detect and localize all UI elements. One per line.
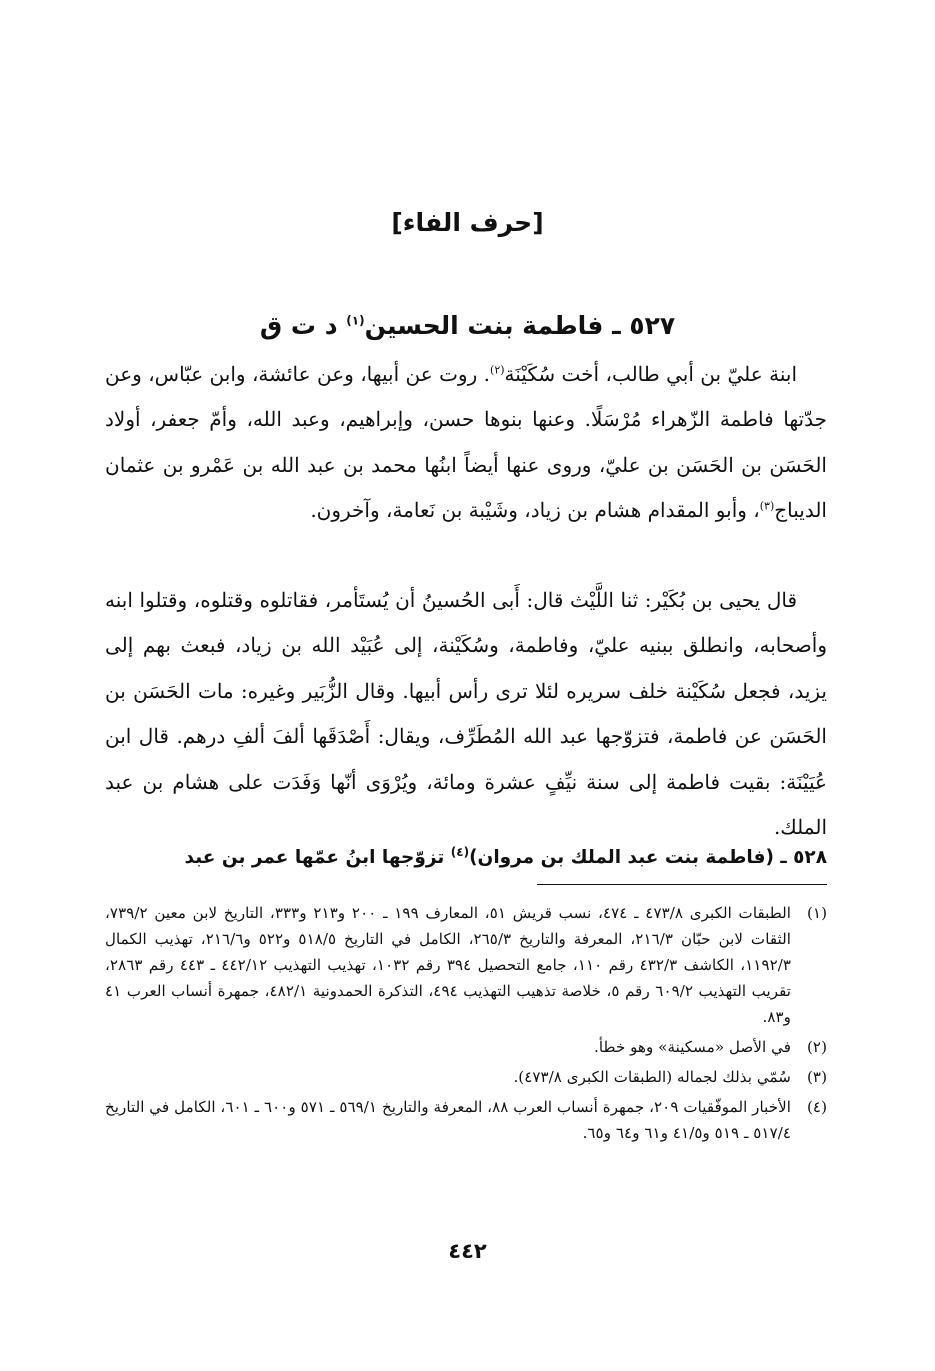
footnote-number: (٢): [806, 1038, 827, 1056]
footnote-1: [105, 900, 827, 1030]
section-heading: [حرف الفاء]: [391, 208, 544, 237]
footnote-text: في الأصل «مسكينة» وهو خطأ.: [594, 1038, 791, 1056]
footnote-text: سُمّي بذلك لجماله (الطبقات الكبرى ٤٧٣/٨).: [513, 1068, 791, 1086]
footnote-number: (٤): [806, 1098, 827, 1116]
biography-paragraph-1: [105, 352, 827, 534]
entry-title: [0, 308, 935, 344]
footnote-number: (١): [806, 904, 827, 922]
footnote-text: الأخبار الموفّقيات ٢٠٩، جمهرة أنساب العرب ٨٨، المعرفة والتاريخ ٥٦٩/١ ـ ٥٧١ و٦٠٠ ـ ٦٠١، الكامل في التاريخ ٥١٧/٤ ـ ٥١٩ و٤١/٥ و٦١ و٦٤ و٦٥.: [105, 1098, 791, 1142]
entry-title-text: ٥٢٧ ـ فاطمة بنت الحسين: [364, 311, 676, 340]
paragraph-2-text: قال يحيى بن بُكَيْر: ثنا اللَّيْث قال: أَبى الحُسينُ أن يُستَأمر، فقاتلوه وقتلوه، وقتلوا ابنه وأصحابه، وانطلق ببنيه عليّ، وفاطمة، وسُكَيْنة، إلى عُبَيْد الله بن زياد، فبعث بهم إلى يزيد، فجعل سُكَيْنة خلف سريره لئلا ترى رأس أبيها. وقال الزُّبَير وغيره: مات الحَسَن بن الحَسَن عن فاطمة، فتزوّجها عبد الله المُطَرِّف، ويقال: أَصْدَقَها ألفَ ألفِ درهم. قال ابن عُيَيْنَة: بقيت فاطمة إلى سنة نيِّفٍ عشرة ومائة، ويُرْوَى أنّها وَفَدَت على هشام بن عبد الملك.: [105, 588, 827, 840]
footnote-text: الطبقات الكبرى ٤٧٣/٨ ـ ٤٧٤، نسب قريش ٥١، المعارف ١٩٩ ـ ٢٠٠ و٢١٣ و٣٣٣، التاريخ لابن معين ٧٣٩/٢، الثقات لابن حبّان ٢١٦/٣، المعرفة والتاريخ ٢٦٥/٣، الكامل في التاريخ ٥١٨/٥ و٥٢٢ و٢١٦/٦، تهذيب الكمال ١١٩٢/٣، الكاشف ٤٣٢/٣ رقم ١١٠، جامع التحصيل ٣٩٤ رقم ١٠٣٢، تهذيب التهذيب ٤٤٢/١٢ ـ ٤٤٣ رقم ٢٨٦٣، تقريب التهذيب ٦٠٩/٢ رقم ٥، خلاصة تذهيب التهذيب ٤٩٤، التذكرة الحمدونية ٤٨٢/١، جمهرة أنساب العرب ٤١ و٨٣.: [105, 904, 792, 1026]
paragraph-1-text-b: . روت عن أبيها، وعن عائشة، وابن عبّاس، وعن جدّتها فاطمة الزّهراء مُرْسَلًا. وعنها بنوها حسن، وإبراهيم، وعبد الله، وأمّ جعفر، أولاد الحَسَن بن الحَسَن بن عليّ، وروى عنها أيضاً ابنُها محمد بن عبد الله بن عَمْرو بن عثمان الديباج: [105, 362, 827, 523]
footnote-ref-1: (١): [346, 313, 365, 328]
footnote-2: [105, 1034, 827, 1060]
footnote-ref-3: (٣): [759, 499, 775, 513]
biography-paragraph-2: [105, 578, 827, 850]
footnote-3: [105, 1064, 827, 1090]
footnote-ref-2: (٢): [490, 363, 505, 377]
footnote-number: (٣): [806, 1068, 827, 1086]
footnote-4: [105, 1094, 827, 1146]
paragraph-1-text-a: ابنة عليّ بن أبي طالب، أخت سُكَيْنَة: [504, 362, 797, 386]
footnotes: [105, 900, 827, 1150]
entry-title-codes: د ت ق: [259, 311, 347, 340]
paragraph-1-text-c: ، وأبو المقدام هشام بن زياد، وشَيْبة بن نَعامة، وآخرون.: [310, 498, 760, 523]
next-entry-title: [105, 840, 827, 876]
page-number: ٤٤٢: [448, 1239, 487, 1263]
footnote-divider: [537, 884, 827, 885]
next-entry-text: تزوّجها ابنُ عمّها عمر بن عبد: [184, 847, 451, 868]
next-entry-name: ٥٢٨ ـ (فاطمة بنت عبد الملك بن مروان): [469, 847, 827, 868]
footnote-ref-4: (٤): [450, 844, 470, 859]
